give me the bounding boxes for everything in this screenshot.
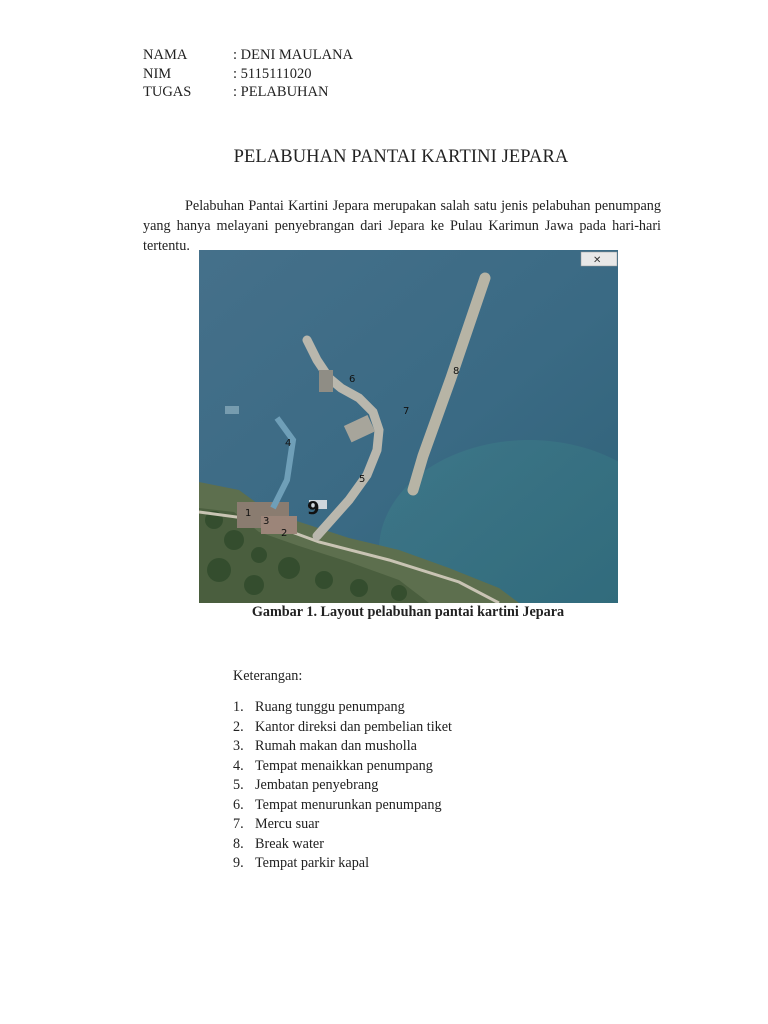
legend-number: 6. [233,796,244,813]
info-value: : DENI MAULANA [233,47,354,63]
legend-number: 5. [233,777,244,793]
info-row-nim [143,65,353,84]
legend-item [233,698,452,718]
figure-caption: Gambar 1. Layout pelabuhan pantai kartini Jepara [251,604,565,620]
marker-3: 3 [263,516,270,527]
info-value: : PELABUHAN [233,84,329,100]
marker-7: 7 [403,406,410,417]
legend-number: 8. [233,835,244,852]
legend-item [233,815,452,835]
legend-item [233,835,452,855]
harbor-satellite-image [199,250,618,603]
legend-heading: Keterangan: [233,668,303,684]
marker-4: 4 [285,438,292,449]
intro-paragraph: Pelabuhan Pantai Kartini Jepara merupakan salah satu jenis pelabuhan penumpang yang hanya melayani penyebrangan dari Jepara ke Pulau Karimun Jawa pada hari-hari tertentu. [143,198,661,255]
info-value: : 5115111020 [233,65,312,82]
info-row-tugas [143,83,353,102]
student-info [143,46,353,102]
marker-9: 9 [307,498,320,519]
legend-number: 4. [233,757,244,774]
legend-text: Break water [255,835,324,852]
marker-1: 1 [245,508,252,519]
legend-text: Rumah makan dan musholla [255,738,417,754]
marker-6: 6 [349,374,356,385]
info-label: NIM [143,65,172,82]
legend-number: 7. [233,816,244,832]
info-label: NAMA [143,47,188,63]
legend-item [233,757,452,777]
legend-number: 1. [233,699,244,715]
info-label: TUGAS [143,84,192,100]
legend-text: Tempat parkir kapal [255,855,370,871]
legend-number: 9. [233,855,244,871]
legend-text: Kantor direksi dan pembelian tiket [255,718,452,735]
legend-number: 2. [233,718,244,735]
legend-item [233,718,452,738]
legend-number: 3. [233,738,244,754]
legend-text: Tempat menaikkan penumpang [255,757,433,774]
legend-list [233,698,452,874]
legend-text: Mercu suar [255,816,320,832]
legend-text: Tempat menurunkan penumpang [255,796,442,813]
marker-8: 8 [453,366,460,377]
landing-stage [319,370,333,392]
marker-5: 5 [359,474,366,485]
legend-item [233,854,452,874]
legend-item [233,796,452,816]
float-box [225,406,239,414]
marker-2: 2 [281,528,288,539]
legend-item [233,737,452,757]
legend-text: Jembatan penyebrang [255,777,379,793]
document-title: PELABUHAN PANTAI KARTINI JEPARA [233,147,569,167]
close-icon: ✕ [593,255,602,266]
harbor-map [199,250,618,603]
info-row-nama [143,46,353,65]
legend-text: Ruang tunggu penumpang [255,699,405,715]
legend-item [233,776,452,796]
